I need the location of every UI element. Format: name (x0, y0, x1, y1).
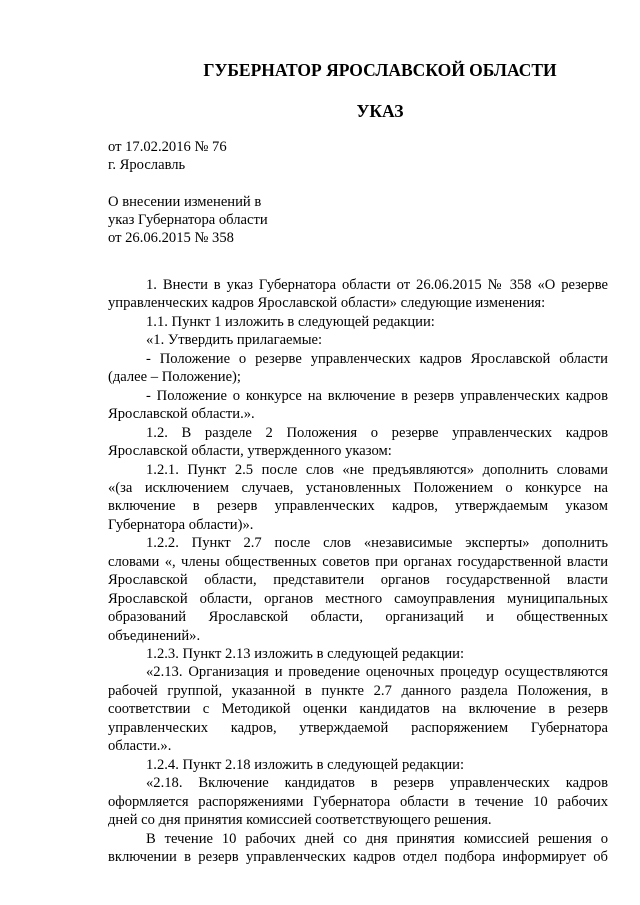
body-line: - Положение о конкурсе на включение в резерв управленческих кадров (146, 388, 608, 404)
body-line: 1.2.2. Пункт 2.7 после слов «независимые эксперты» дополнить (146, 535, 608, 551)
body-line: Ярославской области, представители органов государственной власти (108, 572, 608, 588)
body-line: 1.2.1. Пункт 2.5 после слов «не предъявляются» дополнить словами (146, 462, 608, 478)
subject-line: от 26.06.2015 № 358 (108, 230, 234, 246)
body-line: оформляется распоряжениями Губернатора области в течение 10 рабочих (108, 794, 608, 810)
body-line: Ярославской области, органов местного самоуправления муниципальных (108, 591, 608, 607)
subject-line: указ Губернатора области (108, 212, 268, 228)
body-line: образований Ярославской области, организаций и общественных (108, 609, 608, 625)
body-line: Ярославской области.». (108, 406, 255, 422)
body-line: «(за исключением случаев, установленных Положением о конкурсе на (108, 480, 608, 496)
body-line: «2.13. Организация и проведение оценочных процедур осуществляются (146, 664, 608, 680)
body-line: - Положение о резерве управленческих кадров Ярославской области (146, 351, 608, 367)
document-title: ГУБЕРНАТОР ЯРОСЛАВСКОЙ ОБЛАСТИ (203, 60, 557, 80)
body-line: объединений». (108, 628, 201, 644)
subject-line: О внесении изменений в (108, 194, 262, 210)
document-place: г. Ярославль (108, 157, 186, 173)
body-line: соответствии с Методикой оценки кандидатов на включение в резерв (108, 701, 608, 717)
document-date: от 17.02.2016 № 76 (108, 139, 227, 155)
body-line: 1.2.3. Пункт 2.13 изложить в следующей редакции: (146, 646, 465, 662)
body-line: управленческих кадров Ярославской области» следующие изменения: (108, 295, 546, 311)
body-line: В течение 10 рабочих дней со дня принятия комиссией решения о (146, 831, 608, 847)
body-line: 1. Внести в указ Губернатора области от 26.06.2015 № 358 «О резерве (146, 277, 608, 293)
body-line: рабочей группой, указанной в пункте 2.7 данного раздела Положения, в (108, 683, 608, 699)
body-line: словами «, члены общественных советов при органах государственной власти (108, 554, 608, 570)
body-line: Губернатора области)». (108, 517, 254, 533)
body-line: «1. Утвердить прилагаемые: (146, 332, 323, 348)
body-line: управленческих кадров, утверждаемой распоряжением Губернатора (108, 720, 608, 736)
body-line: включении в резерв управленческих кадров отдел подбора информирует об (108, 849, 608, 865)
body-line: Ярославской области, утвержденного указом: (108, 443, 392, 459)
body-line: 1.2.4. Пункт 2.18 изложить в следующей редакции: (146, 757, 465, 773)
body-line: области.». (108, 738, 172, 754)
body-line: дней со дня принятия комиссией соответствующего решения. (108, 812, 492, 828)
body-line: 1.1. Пункт 1 изложить в следующей редакции: (146, 314, 435, 330)
body-line: включение в резерв управленческих кадров, утверждаемым указом (108, 498, 608, 514)
body-line: (далее – Положение); (108, 369, 241, 385)
body-line: 1.2. В разделе 2 Положения о резерве управленческих кадров (146, 425, 608, 441)
document-type: УКАЗ (356, 101, 404, 121)
body-line: «2.18. Включение кандидатов в резерв управленческих кадров (146, 775, 608, 791)
